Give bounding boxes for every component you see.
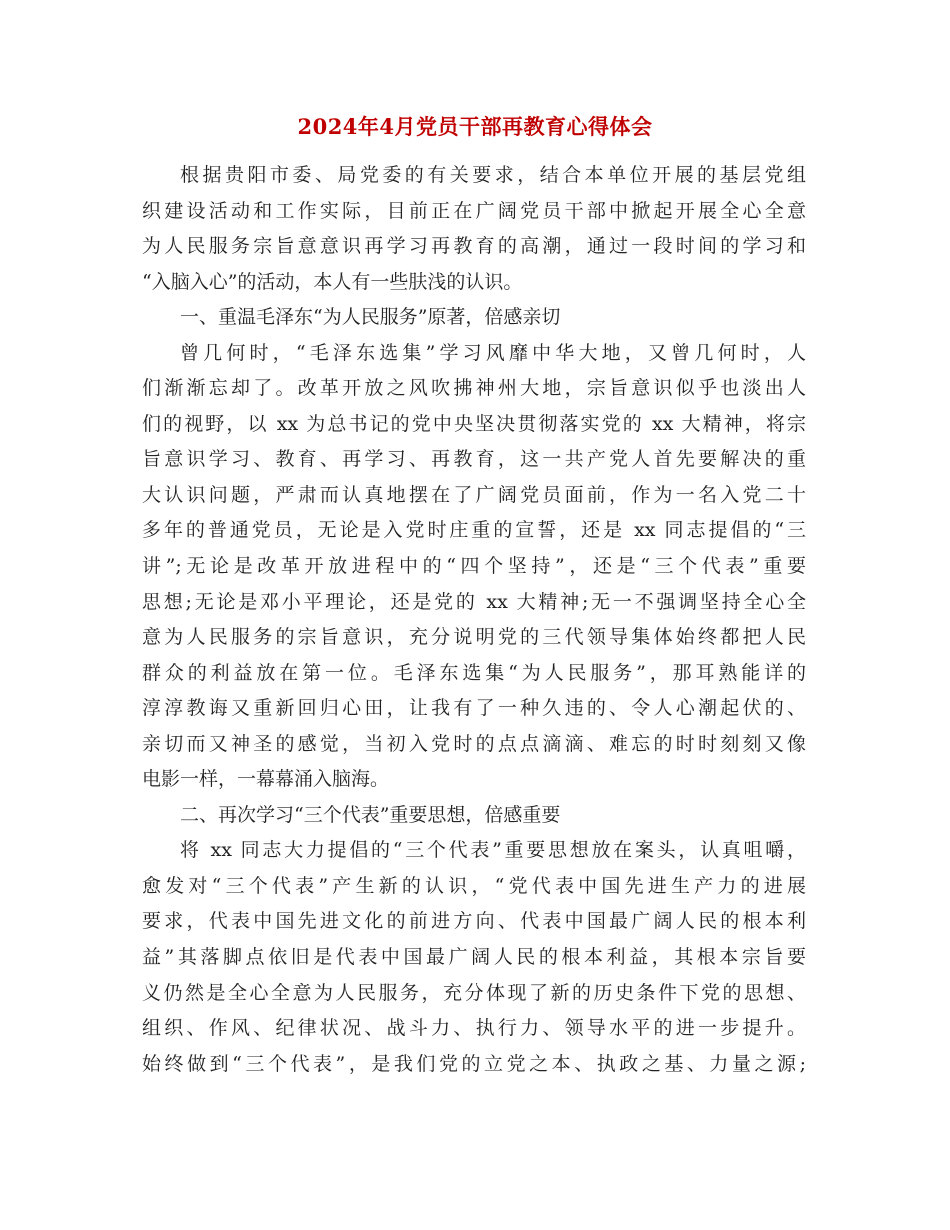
body-line: “入脑入心”的活动，本人有一些肤浅的认识。	[142, 270, 523, 293]
body-line: 将 xx 同志大力提倡的“三个代表”重要思想放在案头，认真咀嚼，	[180, 839, 806, 862]
document-body	[142, 158, 806, 1082]
body-line: 电影一样，一幕幕涌入脑海。	[142, 768, 390, 791]
body-line: 亲切而又神圣的感觉，当初入党时的点点滴滴、难忘的时时刻刻又像	[142, 732, 806, 755]
body-line: 曾几何时，“毛泽东选集”学习风靡中华大地，又曾几何时，人	[180, 341, 806, 364]
body-line: 淳淳教诲又重新回归心田，让我有了一种久违的、令人心潮起伏的、	[142, 697, 806, 720]
body-line: 一、重温毛泽东“为人民服务”原著，倍感亲切	[180, 306, 561, 329]
body-line: 二、再次学习“三个代表”重要思想，倍感重要	[180, 803, 561, 826]
body-line: 群众的利益放在第一位。毛泽东选集“为人民服务”，那耳熟能详的	[142, 661, 806, 684]
body-line: 们的视野，以 xx 为总书记的党中央坚决贯彻落实党的 xx 大精神，将宗	[142, 412, 806, 435]
body-line: 大认识问题，严肃而认真地摆在了广阔党员面前，作为一名入党二十	[142, 483, 806, 506]
body-line: 要求，代表中国先进文化的前进方向、代表中国最广阔人民的根本利	[142, 910, 806, 933]
body-line: 多年的普通党员，无论是入党时庄重的宣誓，还是 xx 同志提倡的“三	[142, 519, 806, 542]
document-title: 2024年4月党员干部再教育心得体会	[297, 114, 653, 139]
body-line: 组织、作风、纪律状况、战斗力、执行力、领导水平的进一步提升。	[142, 1017, 806, 1040]
body-line: 们渐渐忘却了。改革开放之风吹拂神州大地，宗旨意识似乎也淡出人	[142, 377, 806, 400]
body-line: 根据贵阳市委、局党委的有关要求，结合本单位开展的基层党组	[180, 164, 806, 186]
body-line: 意为人民服务的宗旨意识，充分说明党的三代领导集体始终都把人民	[142, 626, 806, 649]
body-line: 愈发对“三个代表”产生新的认识，“党代表中国先进生产力的进展	[142, 874, 806, 897]
body-line: 织建设活动和工作实际，目前正在广阔党员干部中掀起开展全心全意	[142, 199, 806, 222]
body-line: 讲”;无论是改革开放进程中的“四个坚持”，还是“三个代表”重要	[142, 555, 806, 578]
body-line: 为人民服务宗旨意意识再学习再教育的高潮，通过一段时间的学习和	[142, 235, 806, 258]
body-line: 益”其落脚点依旧是代表中国最广阔人民的根本利益，其根本宗旨要	[142, 946, 806, 969]
body-line: 始终做到“三个代表”，是我们党的立党之本、执政之基、力量之源;	[142, 1052, 806, 1075]
body-line: 旨意识学习、教育、再学习、再教育，这一共产党人首先要解决的重	[142, 448, 806, 471]
body-line: 思想;无论是邓小平理论，还是党的 xx 大精神;无一不强调坚持全心全	[142, 590, 806, 613]
body-line: 义仍然是全心全意为人民服务，充分体现了新的历史条件下党的思想、	[142, 981, 806, 1004]
